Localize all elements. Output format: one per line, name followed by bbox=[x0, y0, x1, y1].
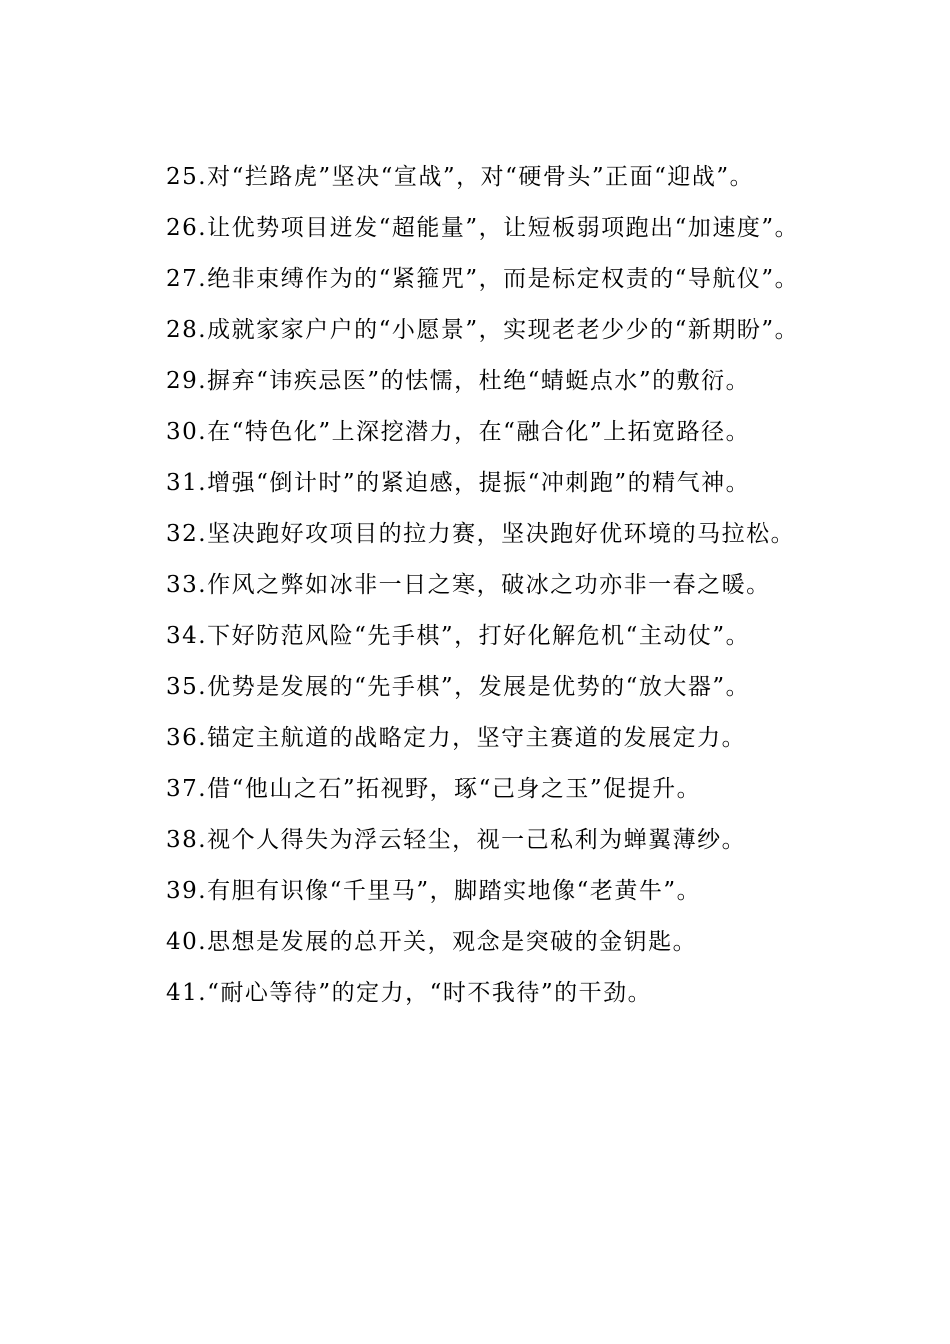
list-item: 26.让优势项目迸发“超能量”，让短板弱项跑出“加速度”。 bbox=[166, 215, 800, 241]
list-item: 28.成就家家户户的“小愿景”，实现老老少少的“新期盼”。 bbox=[166, 317, 800, 343]
list-item: 35.优势是发展的“先手棋”，发展是优势的“放大器”。 bbox=[166, 674, 751, 700]
list-item: 27.绝非束缚作为的“紧箍咒”，而是标定权责的“导航仪”。 bbox=[166, 266, 800, 292]
list-item: 41.“耐心等待”的定力，“时不我待”的干劲。 bbox=[166, 980, 653, 1006]
list-item: 25.对“拦路虎”坚决“宣战”，对“硬骨头”正面“迎战”。 bbox=[166, 164, 755, 190]
list-item: 30.在“特色化”上深挖潜力，在“融合化”上拓宽路径。 bbox=[166, 419, 751, 445]
list-item: 34.下好防范风险“先手棋”，打好化解危机“主动仗”。 bbox=[166, 623, 751, 649]
list-item: 40.思想是发展的总开关，观念是突破的金钥匙。 bbox=[166, 929, 698, 955]
list-item: 29.摒弃“讳疾忌医”的怯懦，杜绝“蜻蜓点水”的敷衍。 bbox=[166, 368, 751, 394]
list-item: 37.借“他山之石”拓视野，琢“己身之玉”促提升。 bbox=[166, 776, 702, 802]
list-item: 31.增强“倒计时”的紧迫感，提振“冲刺跑”的精气神。 bbox=[166, 470, 751, 496]
document-body bbox=[128, 163, 832, 1030]
list-item: 32.坚决跑好攻项目的拉力赛，坚决跑好优环境的马拉松。 bbox=[166, 521, 796, 547]
list-item: 36.锚定主航道的战略定力，坚守主赛道的发展定力。 bbox=[166, 725, 747, 751]
list-item: 33.作风之弊如冰非一日之寒，破冰之功亦非一春之暖。 bbox=[166, 572, 771, 598]
list-item: 38.视个人得失为浮云轻尘，视一己私利为蝉翼薄纱。 bbox=[166, 827, 747, 853]
list-item: 39.有胆有识像“千里马”，脚踏实地像“老黄牛”。 bbox=[166, 878, 702, 904]
